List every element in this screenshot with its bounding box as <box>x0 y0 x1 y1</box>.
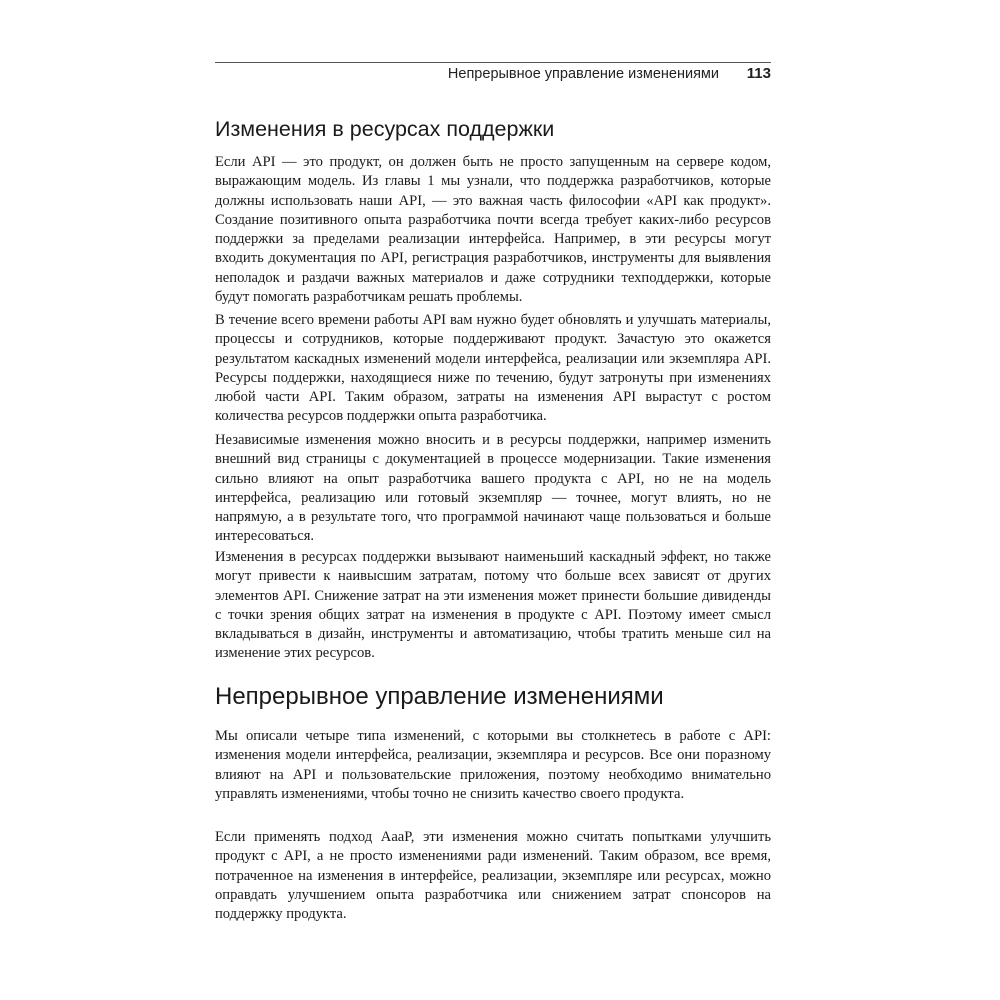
paragraph: Независимые изменения можно вносить и в ресурсы поддержки, например изменить внешний вид страницы с документацией в процессе модернизации. Такие изменения сильно влияют на опыт разработчика вашего продукта с API, но не на модель интерфейса, реализацию или готовый экземпляр — точнее, могут влиять, но не напрямую, а в результате того, что программой начинают чаще пользоваться и больше интересоваться. <box>215 432 771 545</box>
running-header <box>215 62 771 93</box>
paragraph: Изменения в ресурсах поддержки вызывают наименьший каскадный эффект, но также могут привести к наивысшим затратам, потому что больше всех зависят от других элементов API. Снижение затрат на эти изменения может принести большие дивиденды с точки зрения общих затрат на изменения в продукте с API. Поэтому имеет смысл вкладываться в дизайн, инструменты и автоматизацию, чтобы тратить меньше сил на изменение этих ресурсов. <box>215 549 771 662</box>
book-page <box>215 0 771 1000</box>
paragraph: Мы описали четыре типа изменений, с которыми вы столкнетесь в работе с API: изменения модели интерфейса, реализации, экземпляра и ресурсов. Все они поразному влияют на API и пользовательские приложения, поэтому необходимо внимательно управлять изменениями, чтобы точно не снизить качество своего продукта. <box>215 728 771 802</box>
section-heading-continuous-change: Непрерывное управление изменениями <box>215 683 664 710</box>
running-title: Непрерывное управление изменениями <box>447 66 719 82</box>
paragraph: Если API — это продукт, он должен быть не просто запущенным на сервере кодом, выражающим модель. Из главы 1 мы узнали, что поддержка разработчиков, которые должны использовать наши API, — это важная часть философии «API как продукт». Создание позитивного опыта разработчика почти всегда требует каких-либо ресурсов поддержки за пределами реализации интерфейса. Например, в эти ресурсы могут входить документация по API, регистрация разработчиков, инструменты для выявления неполадок и раздачи важных материалов и даже сотрудники техподдержки, которые будут помогать разработчикам решать проблемы. <box>215 154 771 306</box>
section-heading-support-resources: Изменения в ресурсах поддержки <box>215 117 555 141</box>
paragraph: Если применять подход AaaP, эти изменения можно считать попытками улучшить продукт с API, а не просто изменениями ради изменений. Таким образом, все время, потраченное на изменения в интерфейсе, реализации, экземпляре или ресурсах, можно оправдать улучшением опыта разработчика или снижением затрат спонсоров на поддержку продукта. <box>215 829 771 923</box>
paragraph: В течение всего времени работы API вам нужно будет обновлять и улучшать материалы, процессы и сотрудников, которые поддерживают продукт. Зачастую это окажется результатом каскадных изменений модели интерфейса, реализации или экземпляра API. Ресурсы поддержки, находящиеся ниже по течению, будут затронуты при изменениях любой части API. Таким образом, затраты на изменения API вырастут с ростом количества ресурсов поддержки опыта разработчика. <box>215 312 771 425</box>
page-number: 113 <box>746 65 771 82</box>
